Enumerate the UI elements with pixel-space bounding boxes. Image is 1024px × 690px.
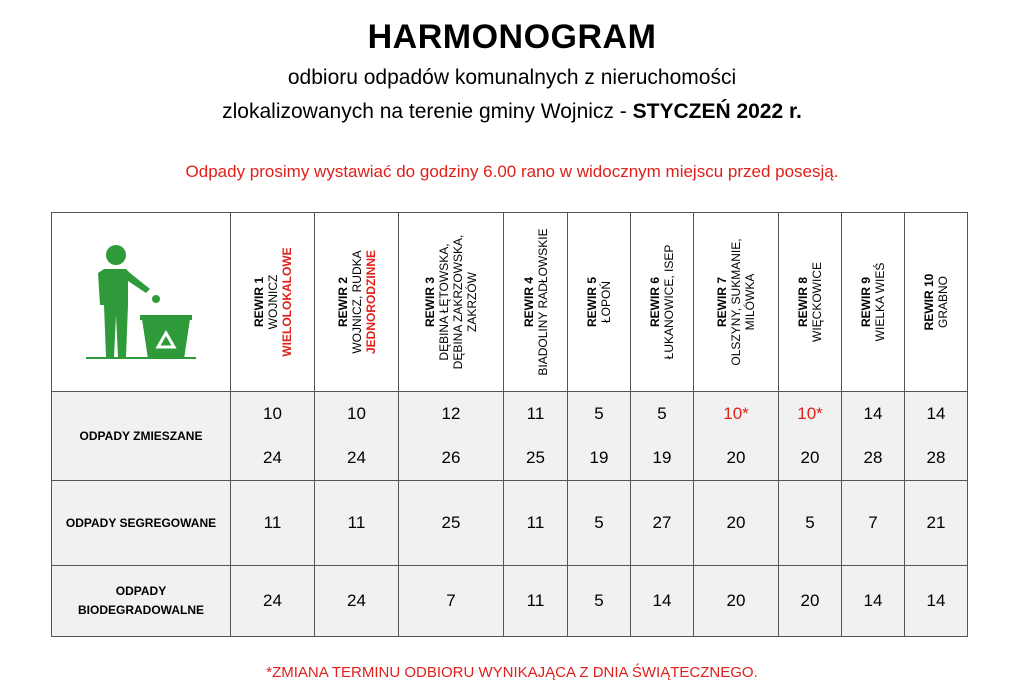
pickup-day: 5 (594, 513, 604, 532)
waste-type-label (52, 481, 231, 566)
pickup-date-cell (905, 481, 968, 566)
pickup-date-cell (231, 566, 315, 637)
district-header-text (859, 263, 887, 342)
district-header-wrap (231, 213, 314, 391)
district-header-text (336, 250, 378, 354)
pickup-day: 20 (726, 448, 746, 467)
pickup-day: 20 (800, 591, 820, 610)
notice-text: Odpady prosimy wystawiać do godziny 6.00 rano w widocznym miejscu przed posesją. (185, 162, 839, 181)
pickup-day: 19 (652, 448, 672, 467)
district-header-wrap (399, 213, 503, 391)
pickup-day: 11 (347, 513, 366, 532)
header-row (52, 213, 968, 392)
logo-cell (52, 213, 231, 392)
district-header (568, 213, 631, 392)
waste-type-label (52, 566, 231, 637)
district-number: REWIR 10 (922, 273, 936, 331)
pickup-date-cell (905, 566, 968, 637)
district-localities: OLSZYNY, SUKMANIE, (729, 238, 743, 366)
pickup-date-cell (504, 566, 568, 637)
district-header-text (423, 235, 479, 370)
district-header (631, 213, 694, 392)
subtitle-line-1: odbioru odpadów komunalnych z nieruchomości (287, 66, 737, 89)
pickup-day: 24 (347, 591, 366, 610)
pickup-day: 11 (526, 513, 545, 532)
pickup-date-cell (779, 392, 842, 481)
pickup-date-cell (631, 566, 694, 637)
district-localities: DĘBINA ŁĘTOWSKA, (437, 243, 451, 361)
pickup-date-cell (231, 392, 315, 481)
waste-type-label-line: ODPADY SEGREGOWANE (65, 515, 217, 530)
table-row (52, 481, 968, 566)
pickup-day: 5 (657, 404, 667, 423)
pickup-date-cell (842, 481, 905, 566)
pickup-date-cell (568, 566, 631, 637)
district-number: REWIR 8 (796, 277, 810, 328)
pickup-day: 5 (594, 591, 604, 610)
pickup-day: 25 (441, 513, 461, 532)
pickup-day: 26 (441, 448, 461, 467)
district-localities: WIĘCKOWICE (810, 262, 824, 342)
pickup-date-cell (399, 392, 504, 481)
district-localities: ŁOPOŃ (599, 280, 613, 324)
pickup-date-cell (631, 481, 694, 566)
pickup-date-cell (905, 392, 968, 481)
pickup-day: 28 (863, 448, 883, 467)
pickup-day: 21 (926, 513, 946, 532)
pickup-day: 5 (594, 404, 604, 423)
pickup-day: 28 (926, 448, 946, 467)
district-localities: WIELKA WIEŚ (873, 262, 887, 342)
subtitle-prefix: zlokalizowanych na terenie gminy Wojnicz - (222, 100, 633, 123)
subtitle-line-2 (0, 100, 1024, 124)
pickup-day: 25 (526, 448, 545, 467)
district-header (231, 213, 315, 392)
pickup-date-cell (399, 481, 504, 566)
district-header (504, 213, 568, 392)
district-localities: WOJNICZ, RUDKA (349, 250, 364, 354)
pickup-day: 14 (926, 404, 946, 423)
waste-type-label (52, 392, 231, 481)
district-header-text (252, 247, 294, 356)
pickup-day: 19 (589, 448, 609, 467)
page-title: HARMONOGRAM (367, 18, 657, 56)
district-type: WIELOLOKALOWE (279, 247, 294, 357)
recycle-person-icon (86, 243, 196, 361)
district-localities: GRABNO (936, 276, 950, 329)
pickup-day: 20 (726, 513, 746, 532)
pickup-day: 11 (526, 591, 545, 610)
district-header (694, 213, 779, 392)
district-header (779, 213, 842, 392)
pickup-date-cell (842, 392, 905, 481)
pickup-date-cell (231, 481, 315, 566)
district-number: REWIR 2 (335, 276, 350, 328)
district-header (905, 213, 968, 392)
pickup-day: 27 (652, 513, 672, 532)
pickup-day: 11 (263, 513, 282, 532)
pickup-day: 12 (441, 404, 461, 423)
pickup-date-cell (504, 481, 568, 566)
table-row (52, 392, 968, 481)
pickup-day: 10 (347, 404, 366, 423)
district-header-wrap (842, 213, 904, 391)
subtitle-month: STYCZEŃ 2022 r. (632, 100, 802, 123)
district-header-text (715, 238, 757, 365)
district-header-wrap (694, 213, 778, 391)
district-header-text (522, 228, 550, 375)
waste-type-label-line: ODPADY (115, 584, 167, 598)
pickup-day: 24 (347, 448, 366, 467)
pickup-day: 14 (926, 591, 946, 610)
schedule-table (51, 212, 968, 637)
pickup-date-cell (694, 566, 779, 637)
pickup-date-cell (694, 481, 779, 566)
pickup-date-cell (568, 392, 631, 481)
waste-type-label-line: ODPADY ZMIESZANE (79, 428, 203, 443)
pickup-day: 7 (868, 513, 878, 532)
pickup-date-cell (779, 481, 842, 566)
district-number: REWIR 5 (585, 276, 599, 328)
pickup-date-cell (568, 481, 631, 566)
pickup-day: 14 (863, 591, 883, 610)
district-number: REWIR 9 (859, 277, 873, 328)
pickup-date-cell (842, 566, 905, 637)
district-header-wrap (905, 213, 967, 391)
district-localities: MILÓWKA (743, 273, 757, 331)
pickup-day: 24 (263, 591, 282, 610)
pickup-day: 24 (263, 448, 282, 467)
pickup-day: 10 (263, 404, 282, 423)
pickup-day: 7 (446, 591, 456, 610)
pickup-date-cell (779, 566, 842, 637)
district-localities: ZAKRZÓW (465, 272, 479, 333)
pickup-date-cell (315, 481, 399, 566)
district-localities: ŁUKANOWICE, ISEP (662, 244, 676, 360)
table-row (52, 566, 968, 637)
pickup-date-cell (631, 392, 694, 481)
district-header-text (796, 262, 824, 342)
district-number: REWIR 1 (251, 276, 266, 328)
district-header-wrap (568, 213, 630, 391)
district-number: REWIR 7 (715, 277, 729, 328)
district-header-wrap (315, 213, 398, 391)
waste-type-label-line: BIODEGRADOWALNE (78, 603, 204, 617)
pickup-date-cell (399, 566, 504, 637)
district-number: REWIR 3 (423, 276, 437, 328)
pickup-date-cell (315, 566, 399, 637)
district-header-text (585, 277, 613, 327)
pickup-date-cell (315, 392, 399, 481)
district-header-wrap (631, 213, 693, 391)
district-header-wrap (779, 213, 841, 391)
district-header-text (648, 245, 676, 360)
district-localities: BIADOLINY RADŁOWSKIE (535, 228, 550, 376)
district-header-wrap (504, 213, 567, 391)
district-localities: WOJNICZ (265, 274, 280, 330)
district-localities: DĘBINA ZAKRZOWSKA, (451, 234, 465, 370)
district-number: REWIR 6 (648, 276, 662, 328)
district-header (842, 213, 905, 392)
pickup-day: 14 (652, 591, 672, 610)
district-type: JEDNORODZINNE (363, 249, 378, 355)
district-header-text (922, 274, 950, 331)
pickup-day: 20 (800, 448, 820, 467)
pickup-day: 11 (526, 404, 545, 423)
pickup-day: 14 (863, 404, 883, 423)
footnote: *ZMIANA TERMINU ODBIORU WYNIKAJĄCA Z DNIA ŚWIĄTECZNEGO. (266, 664, 758, 681)
pickup-day: 10* (723, 404, 749, 423)
pickup-day: 10* (797, 404, 823, 423)
pickup-day: 5 (805, 513, 815, 532)
pickup-day: 20 (726, 591, 746, 610)
district-header (315, 213, 399, 392)
pickup-date-cell (694, 392, 779, 481)
district-number: REWIR 4 (521, 277, 536, 328)
pickup-date-cell (504, 392, 568, 481)
district-header (399, 213, 504, 392)
